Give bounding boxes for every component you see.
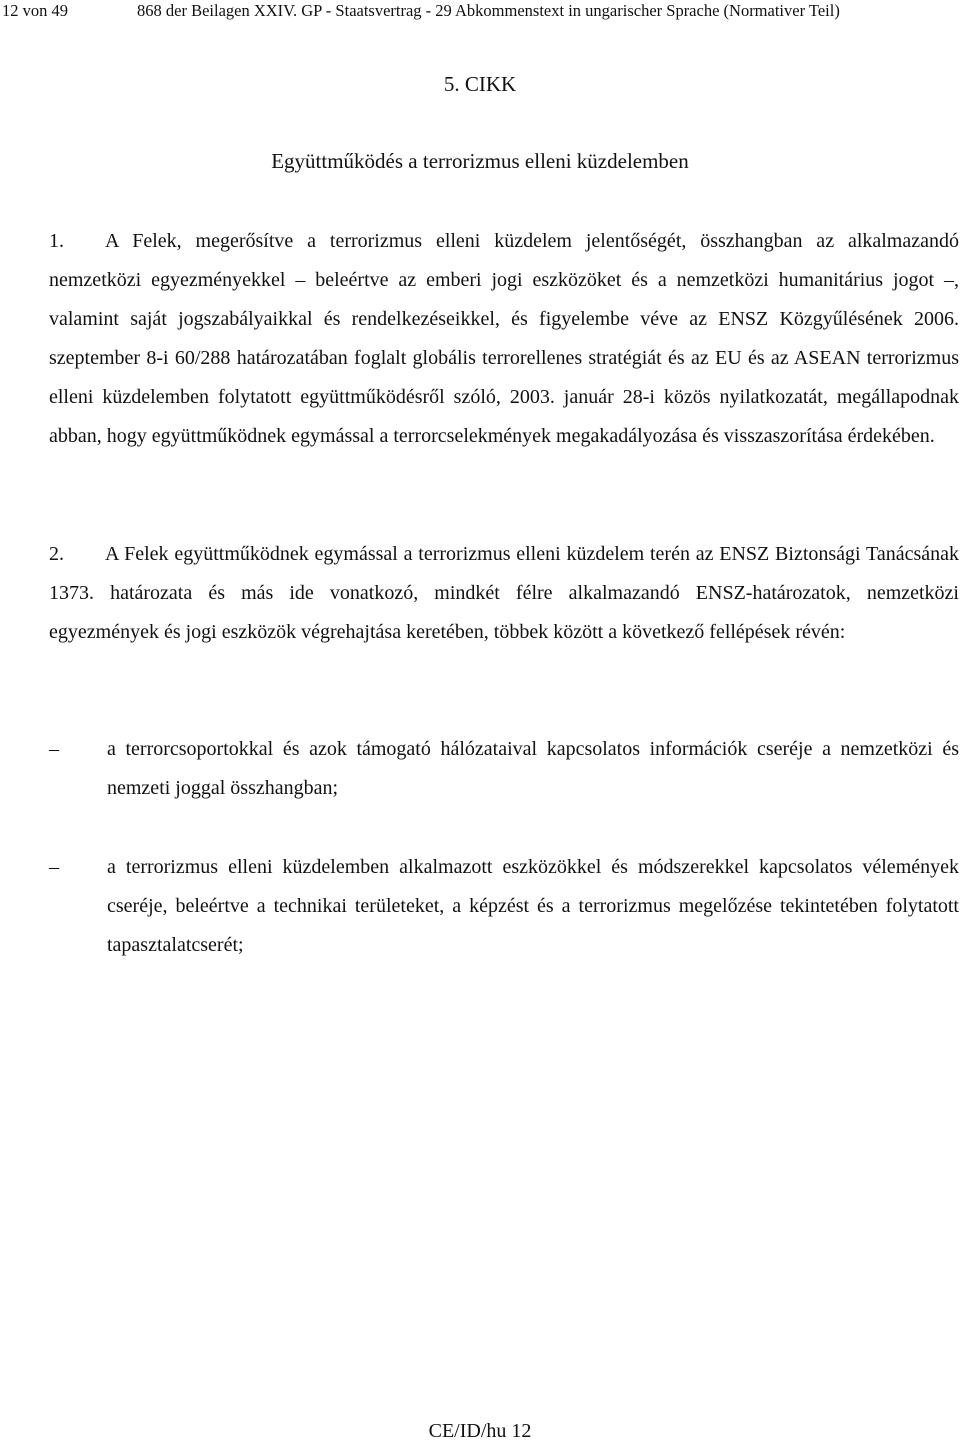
list-dash: –	[49, 856, 59, 878]
paragraph-text: A Felek együttműködnek egymással a terrorizmus elleni küzdelem terén az ENSZ Biztonsági Tanácsának 1373. határozata és más ide vonatkozó, mindkét félre alkalmazandó ENSZ-határozatok, nemzetközi egyezmények és jogi eszközök végrehajtása keretében, többek között a következő fellépések révén:	[49, 543, 959, 643]
page-footer: CE/ID/hu 12	[428, 1420, 532, 1442]
page-header	[2, 1, 952, 21]
paragraph-2	[49, 535, 959, 652]
list-item-text: a terrorcsoportokkal és azok támogató hálózataival kapcsolatos információk cseréje a nemzetközi és nemzeti joggal összhangban;	[107, 738, 959, 799]
list-dash: –	[49, 738, 59, 760]
paragraph-1	[49, 222, 959, 456]
article-title: Együttműködés a terrorizmus elleni küzdelemben	[271, 149, 689, 173]
paragraph-text: A Felek, megerősítve a terrorizmus elleni küzdelem jelentőségét, összhangban az alkalmazandó nemzetközi egyezményekkel – beleértve az emberi jogi eszközöket és a nemzetközi humanitárius jogot –, valamint saját jogszabályaikkal és rendelkezéseikkel, és figyelembe véve az ENSZ Közgyűlésének 2006. szeptember 8-i 60/288 határozatában foglalt globális terrorellenes stratégiát és az EU és az ASEAN terrorizmus elleni küzdelemben folytatott együttműködésről szóló, 2003. január 28-i közös nyilatkozatát, megállapodnak abban, hogy együttműködnek egymással a terrorcselekmények megakadályozása és visszaszorítása érdekében.	[49, 230, 959, 447]
document-title: 868 der Beilagen XXIV. GP - Staatsvertrag - 29 Abkommenstext in ungarischer Sprache (Normativer Teil)	[137, 1, 840, 20]
list-item-text: a terrorizmus elleni küzdelemben alkalmazott eszközökkel és módszerekkel kapcsolatos vélemények cseréje, beleértve a technikai területeket, a képzést és a terrorizmus megelőzése tekintetében folytatott tapasztalatcserét;	[107, 856, 959, 956]
paragraph-number: 2.	[49, 543, 64, 565]
list-item	[49, 848, 959, 965]
paragraph-number: 1.	[49, 230, 64, 252]
list-item	[49, 730, 959, 808]
page-counter: 12 von 49	[2, 1, 68, 20]
article-number: 5. CIKK	[443, 72, 517, 96]
